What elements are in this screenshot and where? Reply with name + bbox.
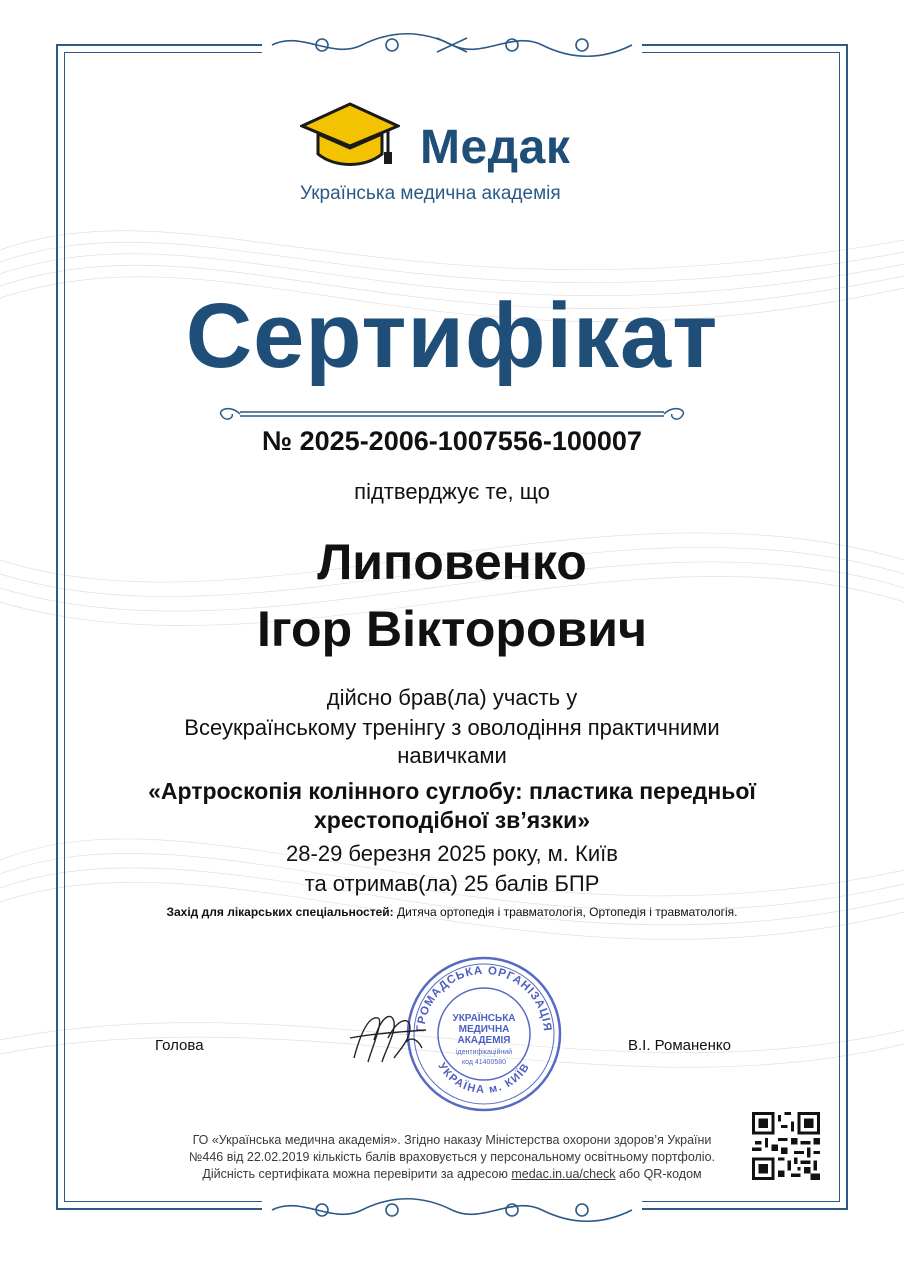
specialties [0,906,904,918]
recipient-given-names: Ігор Вікторович [256,601,647,657]
points-awarded: та отримав(ла) 25 балів БПР [304,871,600,896]
specialties-label: Захід для лікарських спеціальностей: [166,905,394,919]
course-title-line-1: «Артроскопія колінного суглобу: пластика передньої [148,778,756,804]
participation-line-3: навичками [397,743,507,768]
footer-line-2: №446 від 22.02.2019 кількість балів враховується у персональному освітньому портфоліо. [188,1150,715,1164]
certificate-number: № 2025-2006-1007556-100007 [262,426,642,456]
top-ornament [262,30,642,60]
stamp-center-line-2: МЕДИЧНА [458,1024,510,1035]
signer-name: В.І. Романенко [628,1037,732,1054]
stamp-center-line-5: код 41400580 [461,1059,507,1066]
title-divider [212,404,692,426]
brand-subtitle: Українська медична академія [300,183,561,204]
head-label: Голова [155,1037,204,1054]
bottom-ornament [262,1195,642,1225]
brand-name: Медак [420,121,571,174]
signature [348,1008,430,1066]
confirms-text: підтверджує те, що [354,479,550,504]
footer-verify-suffix: або QR-кодом [615,1167,702,1181]
recipient-surname: Липовенко [317,534,587,590]
certificate-title: Сертифікат [185,285,719,387]
stamp-center-line-3: АКАДЕМІЯ [457,1035,511,1046]
stamp-center-line-4: ідентифікаційний [455,1049,513,1056]
footer-verify-prefix: Дійсність сертифіката можна перевірити за адресою [202,1167,512,1181]
qr-code-icon[interactable] [752,1112,820,1180]
stamp-bottom-text: УКРАЇНА м. КИЇВ [435,1060,533,1097]
stamp-center-line-1: УКРАЇНСЬКА [452,1013,516,1024]
specialties-value: Дитяча ортопедія і травматологія, Ортопедія і травматологія. [396,905,738,919]
course-title-line-2: хрестоподібної зв’язки» [313,807,591,833]
verify-link[interactable]: medac.in.ua/check [511,1167,616,1181]
event-date: 28-29 березня 2025 року, м. Київ [286,841,618,866]
footer-line-1: ГО «Українська медична академія». Згідно наказу Міністерства охорони здоров’я України [192,1133,712,1147]
participation-line-2: Всеукраїнському тренінгу з оволодіння практичними [184,715,720,740]
stamp-ring-text: ГРОМАДСЬКА ОРГАНІЗАЦІЯ [414,964,554,1033]
graduation-cap-icon [300,102,400,172]
participation-line-1: дійсно брав(ла) участь у [326,685,578,710]
